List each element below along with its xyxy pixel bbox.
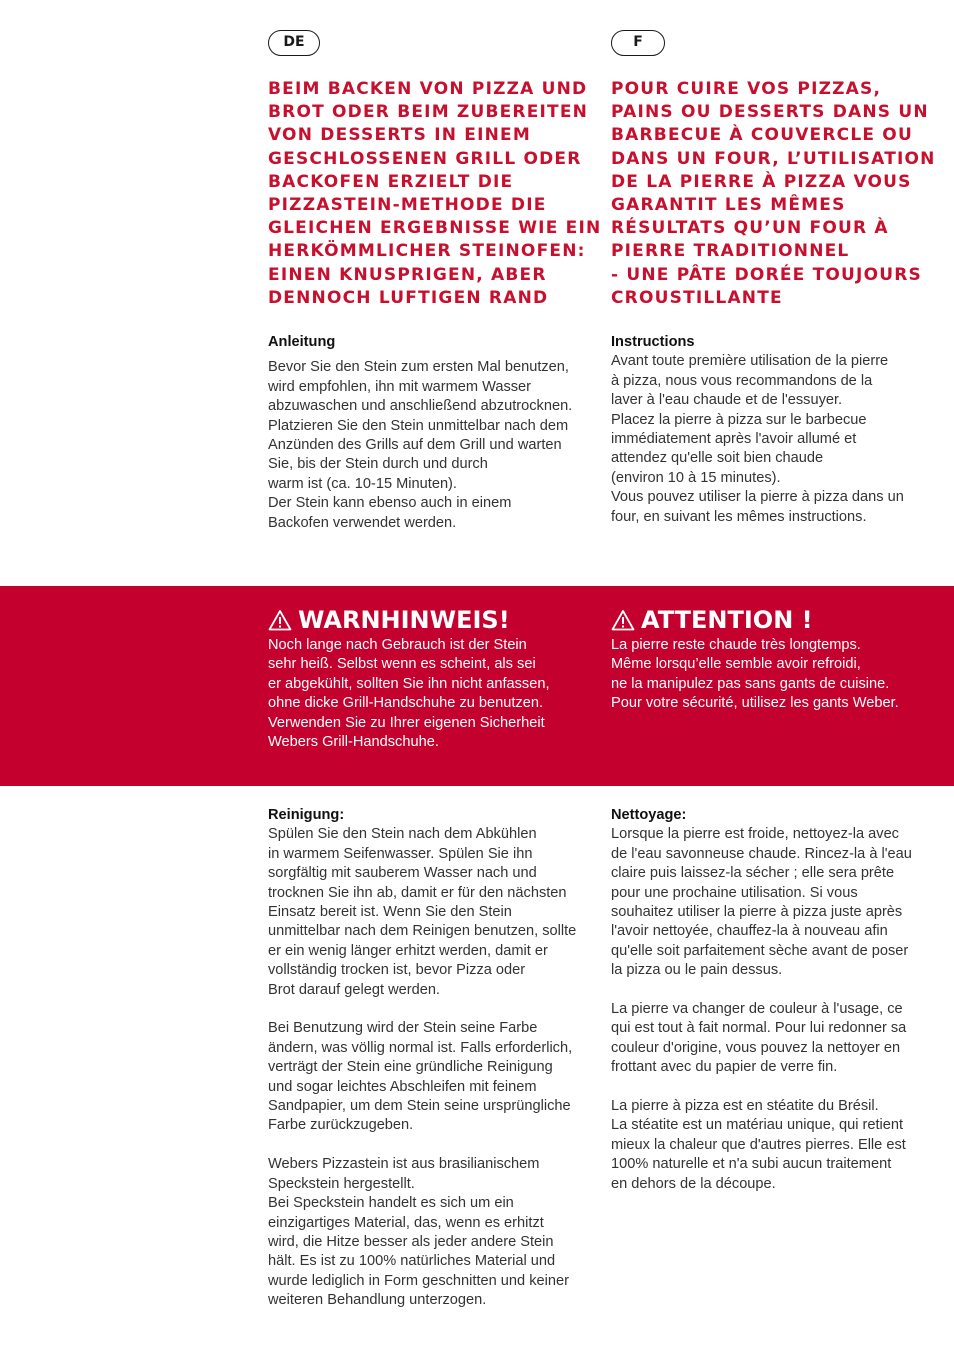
cleaning-paragraph-1-fr-line: pour une prochaine utilisation. Si vous: [611, 884, 858, 901]
instructions-text-de-line: Anzünden des Grills auf dem Grill und warten: [268, 437, 562, 454]
cleaning-paragraph-2-de: [268, 1019, 588, 1135]
cleaning-title-de: Reinigung:: [268, 807, 345, 823]
cleaning-paragraph-2-fr-line: La pierre va changer de couleur à l'usage, ce: [611, 1001, 903, 1018]
cleaning-paragraph-1-de-line: unmittelbar nach dem Reinigen benutzen, sollte: [268, 923, 577, 940]
headline-de-line: VON DESSERTS IN EINEM: [268, 125, 531, 146]
cleaning-paragraph-1-fr-line: qu'elle soit parfaitement sèche avant de poser: [611, 942, 909, 959]
cleaning-paragraph-3-de-line: weiteren Behandlung unterzogen.: [268, 1292, 487, 1309]
headline-de-line: DENNOCH LUFTIGEN RAND: [268, 287, 549, 308]
headline-de-line: EINEN KNUSPRIGEN, ABER: [268, 264, 547, 285]
cleaning-paragraph-1-fr-line: la pizza ou le pain dessus.: [611, 962, 783, 979]
warning-triangle-icon: [611, 609, 635, 631]
instructions-de: [268, 333, 588, 533]
cleaning-paragraph-3-de-line: Speckstein hergestellt.: [268, 1175, 415, 1192]
cleaning-paragraph-1-fr-line: de l'eau savonneuse chaude. Rincez-la à l'eau: [611, 845, 912, 862]
headline-de-line: PIZZASTEIN-METHODE DIE: [268, 195, 547, 216]
instructions-text-fr-line: Avant toute première utilisation de la pierre: [611, 353, 889, 370]
instructions-text-fr-line: attendez qu'elle soit bien chaude: [611, 450, 824, 467]
cleaning-paragraph-1-fr-line: souhaitez utiliser la pierre à pizza juste après: [611, 904, 903, 921]
warning-text-de-line: Noch lange nach Gebrauch ist der Stein: [268, 637, 527, 653]
headline-fr: [611, 78, 936, 310]
cleaning-paragraph-2-de-line: Farbe zurückzugeben.: [268, 1117, 414, 1134]
cleaning-paragraph-2-de-line: Sandpapier, um dem Stein seine ursprüngliche: [268, 1098, 571, 1115]
headline-fr-line: DE LA PIERRE À PIZZA VOUS: [611, 171, 912, 192]
cleaning-de: [268, 806, 588, 1311]
instructions-text-de-line: Backofen verwendet werden.: [268, 514, 457, 531]
cleaning-paragraph-2-de-line: Bei Benutzung wird der Stein seine Farbe: [268, 1020, 538, 1037]
cleaning-paragraph-1-fr-line: claire puis laissez-la sécher ; elle sera prête: [611, 865, 895, 882]
instructions-text-de-line: abzuwaschen und anschließend abzutrocknen.: [268, 398, 573, 415]
cleaning-paragraph-1-de-line: er ein wenig länger erhitzt werden, damit er: [268, 942, 548, 959]
cleaning-paragraph-2-de-line: und sogar leichtes Abschleifen mit feinem: [268, 1078, 537, 1095]
instructions-text-fr-line: à pizza, nous vous recommandons de la: [611, 372, 873, 389]
instructions-text-fr-line: Placez la pierre à pizza sur le barbecue: [611, 411, 867, 428]
cleaning-paragraph-2-fr: [611, 1000, 931, 1078]
headline-fr-line: POUR CUIRE VOS PIZZAS,: [611, 79, 882, 99]
instructions-fr: [611, 333, 931, 527]
headline-fr-line: PIERRE TRADITIONNEL: [611, 241, 850, 262]
cleaning-paragraph-3-de: [268, 1155, 588, 1310]
cleaning-paragraph-1-de-line: in warmem Seifenwasser. Spülen Sie ihn: [268, 845, 533, 862]
headline-fr-line: BARBECUE À COUVERCLE OU: [611, 125, 913, 146]
warning-fr: [611, 604, 931, 714]
warning-title-text-fr: ATTENTION !: [641, 606, 813, 634]
cleaning-paragraph-1-fr-line: Lorsque la pierre est froide, nettoyez-la avec: [611, 826, 899, 843]
cleaning-paragraph-1-de-line: Spülen Sie den Stein nach dem Abkühlen: [268, 826, 537, 843]
headline-fr-line: CROUSTILLANTE: [611, 287, 783, 308]
instructions-text-fr-line: immédiatement après l'avoir allumé et: [611, 431, 857, 448]
instructions-text-de: [268, 358, 588, 533]
cleaning-paragraph-3-de-line: hält. Es ist zu 100% natürliches Material und: [268, 1253, 556, 1270]
headline-de-line: BROT ODER BEIM ZUBEREITEN: [268, 102, 589, 123]
warning-text-fr: [611, 636, 931, 714]
headline-de-line: BEIM BACKEN VON PIZZA UND: [268, 79, 588, 99]
cleaning-paragraph-1-de-line: trocknen Sie ihn ab, damit er für den nächsten: [268, 884, 567, 901]
cleaning-paragraph-2-de-line: ändern, was völlig normal ist. Falls erforderlich,: [268, 1039, 573, 1056]
warning-title-de: [268, 604, 588, 636]
cleaning-paragraph-1-de-line: vollständig trocken ist, bevor Pizza oder: [268, 962, 526, 979]
cleaning-paragraph-1-de-line: Brot darauf gelegt werden.: [268, 981, 440, 998]
headline-de-line: GLEICHEN ERGEBNISSE WIE EIN: [268, 218, 602, 239]
warning-text-de-line: Webers Grill-Handschuhe.: [268, 734, 439, 751]
cleaning-paragraph-3-de-line: wird, die Hitze besser als jeder andere Stein: [268, 1233, 554, 1250]
cleaning-paragraph-1-fr-line: l'avoir nettoyée, chauffez-la à nouveau afin: [611, 923, 888, 940]
cleaning-paragraph-3-de-line: wurde lediglich in Form geschnitten und keiner: [268, 1272, 569, 1289]
warning-title-fr: [611, 604, 931, 636]
instructions-text-de-line: Bevor Sie den Stein zum ersten Mal benutzen,: [268, 359, 569, 376]
warning-text-de-line: ohne dicke Grill-Handschuhe zu benutzen.: [268, 695, 544, 712]
headline-de: [268, 78, 602, 310]
warning-title-text-de: WARNHINWEIS!: [298, 606, 510, 634]
cleaning-paragraph-3-fr-line: mieux la chaleur que d'autres pierres. Elle est: [611, 1136, 906, 1153]
warning-triangle-icon: [268, 609, 292, 631]
cleaning-paragraph-1-de-line: sorgfältig mit sauberem Wasser nach und: [268, 865, 537, 882]
headline-de-line: HERKÖMMLICHER STEINOFEN:: [268, 241, 586, 262]
headline-fr-line: DANS UN FOUR, L’UTILISATION: [611, 148, 936, 169]
cleaning-paragraph-3-de-line: Bei Speckstein handelt es sich um ein: [268, 1195, 514, 1212]
headline-fr-line: - UNE PÂTE DORÉE TOUJOURS: [611, 264, 922, 285]
headline-fr-line: RÉSULTATS QU’UN FOUR À: [611, 218, 889, 239]
cleaning-title-fr: Nettoyage:: [611, 807, 687, 823]
instructions-text-fr: [611, 352, 931, 527]
cleaning-paragraph-1-fr: [611, 825, 931, 980]
cleaning-paragraph-3-fr: [611, 1097, 931, 1194]
warning-text-fr-line: Même lorsqu’elle semble avoir refroidi,: [611, 656, 861, 673]
cleaning-paragraph-1-de-line: Einsatz bereit ist. Wenn Sie den Stein: [268, 904, 512, 921]
cleaning-paragraph-2-fr-line: qui est tout à fait normal. Pour lui redonner sa: [611, 1020, 907, 1037]
instructions-text-de-line: Platzieren Sie den Stein unmittelbar nach dem: [268, 417, 569, 434]
instructions-text-de-line: Der Stein kann ebenso auch in einem: [268, 495, 512, 512]
instructions-text-fr-line: (environ 10 à 15 minutes).: [611, 469, 781, 486]
headline-fr-line: GARANTIT LES MÊMES: [611, 195, 846, 216]
cleaning-paragraph-3-de-line: einzigartiges Material, das, wenn es erhitzt: [268, 1214, 544, 1231]
warning-text-de-line: er abgekühlt, sollten Sie ihn nicht anfassen,: [268, 675, 550, 692]
instructions-text-fr-line: Vous pouvez utiliser la pierre à pizza dans un: [611, 489, 904, 506]
warning-text-de-line: sehr heiß. Selbst wenn es scheint, als sei: [268, 656, 536, 673]
cleaning-paragraph-1-de: [268, 825, 588, 1000]
language-badge-de: DE: [268, 30, 320, 56]
warning-text-fr-line: ne la manipulez pas sans gants de cuisine.: [611, 675, 890, 692]
cleaning-paragraph-3-fr-line: La stéatite est un matériau unique, qui retient: [611, 1117, 904, 1134]
warning-text-de: [268, 636, 588, 752]
cleaning-paragraph-3-de-line: Webers Pizzastein ist aus brasilianischem: [268, 1156, 540, 1173]
instructions-title-de: Anleitung: [268, 334, 336, 350]
cleaning-paragraph-2-fr-line: frottant avec du papier de verre fin.: [611, 1059, 838, 1076]
cleaning-paragraph-3-fr-line: La pierre à pizza est en stéatite du Brésil.: [611, 1098, 879, 1115]
warning-text-fr-line: La pierre reste chaude très longtemps.: [611, 637, 861, 653]
instructions-text-fr-line: four, en suivant les mêmes instructions.: [611, 508, 867, 525]
warning-text-fr-line: Pour votre sécurité, utilisez les gants Weber.: [611, 695, 899, 712]
headline-de-line: BACKOFEN ERZIELT DIE: [268, 171, 514, 192]
instructions-text-de-line: warm ist (ca. 10-15 Minuten).: [268, 475, 457, 492]
instructions-text-de-line: Sie, bis der Stein durch und durch: [268, 456, 488, 473]
cleaning-paragraph-2-fr-line: couleur d'origine, vous pouvez la nettoyer en: [611, 1039, 901, 1056]
cleaning-paragraph-2-de-line: verträgt der Stein eine gründliche Reinigung: [268, 1059, 553, 1076]
warning-de: [268, 604, 588, 752]
warning-text-de-line: Verwenden Sie zu Ihrer eigenen Sicherheit: [268, 714, 545, 731]
instructions-title-fr: Instructions: [611, 334, 695, 350]
headline-fr-line: PAINS OU DESSERTS DANS UN: [611, 102, 929, 123]
instructions-text-de-line: wird empfohlen, ihn mit warmem Wasser: [268, 378, 532, 395]
cleaning-paragraph-3-fr-line: 100% naturelle et n'a subi aucun traitement: [611, 1156, 892, 1173]
instructions-text-fr-line: laver à l'eau chaude et de l'essuyer.: [611, 392, 843, 409]
cleaning-fr: [611, 806, 931, 1194]
language-badge-fr: F: [611, 30, 665, 56]
headline-de-line: GESCHLOSSENEN GRILL ODER: [268, 148, 582, 169]
cleaning-paragraph-3-fr-line: en dehors de la découpe.: [611, 1175, 776, 1192]
